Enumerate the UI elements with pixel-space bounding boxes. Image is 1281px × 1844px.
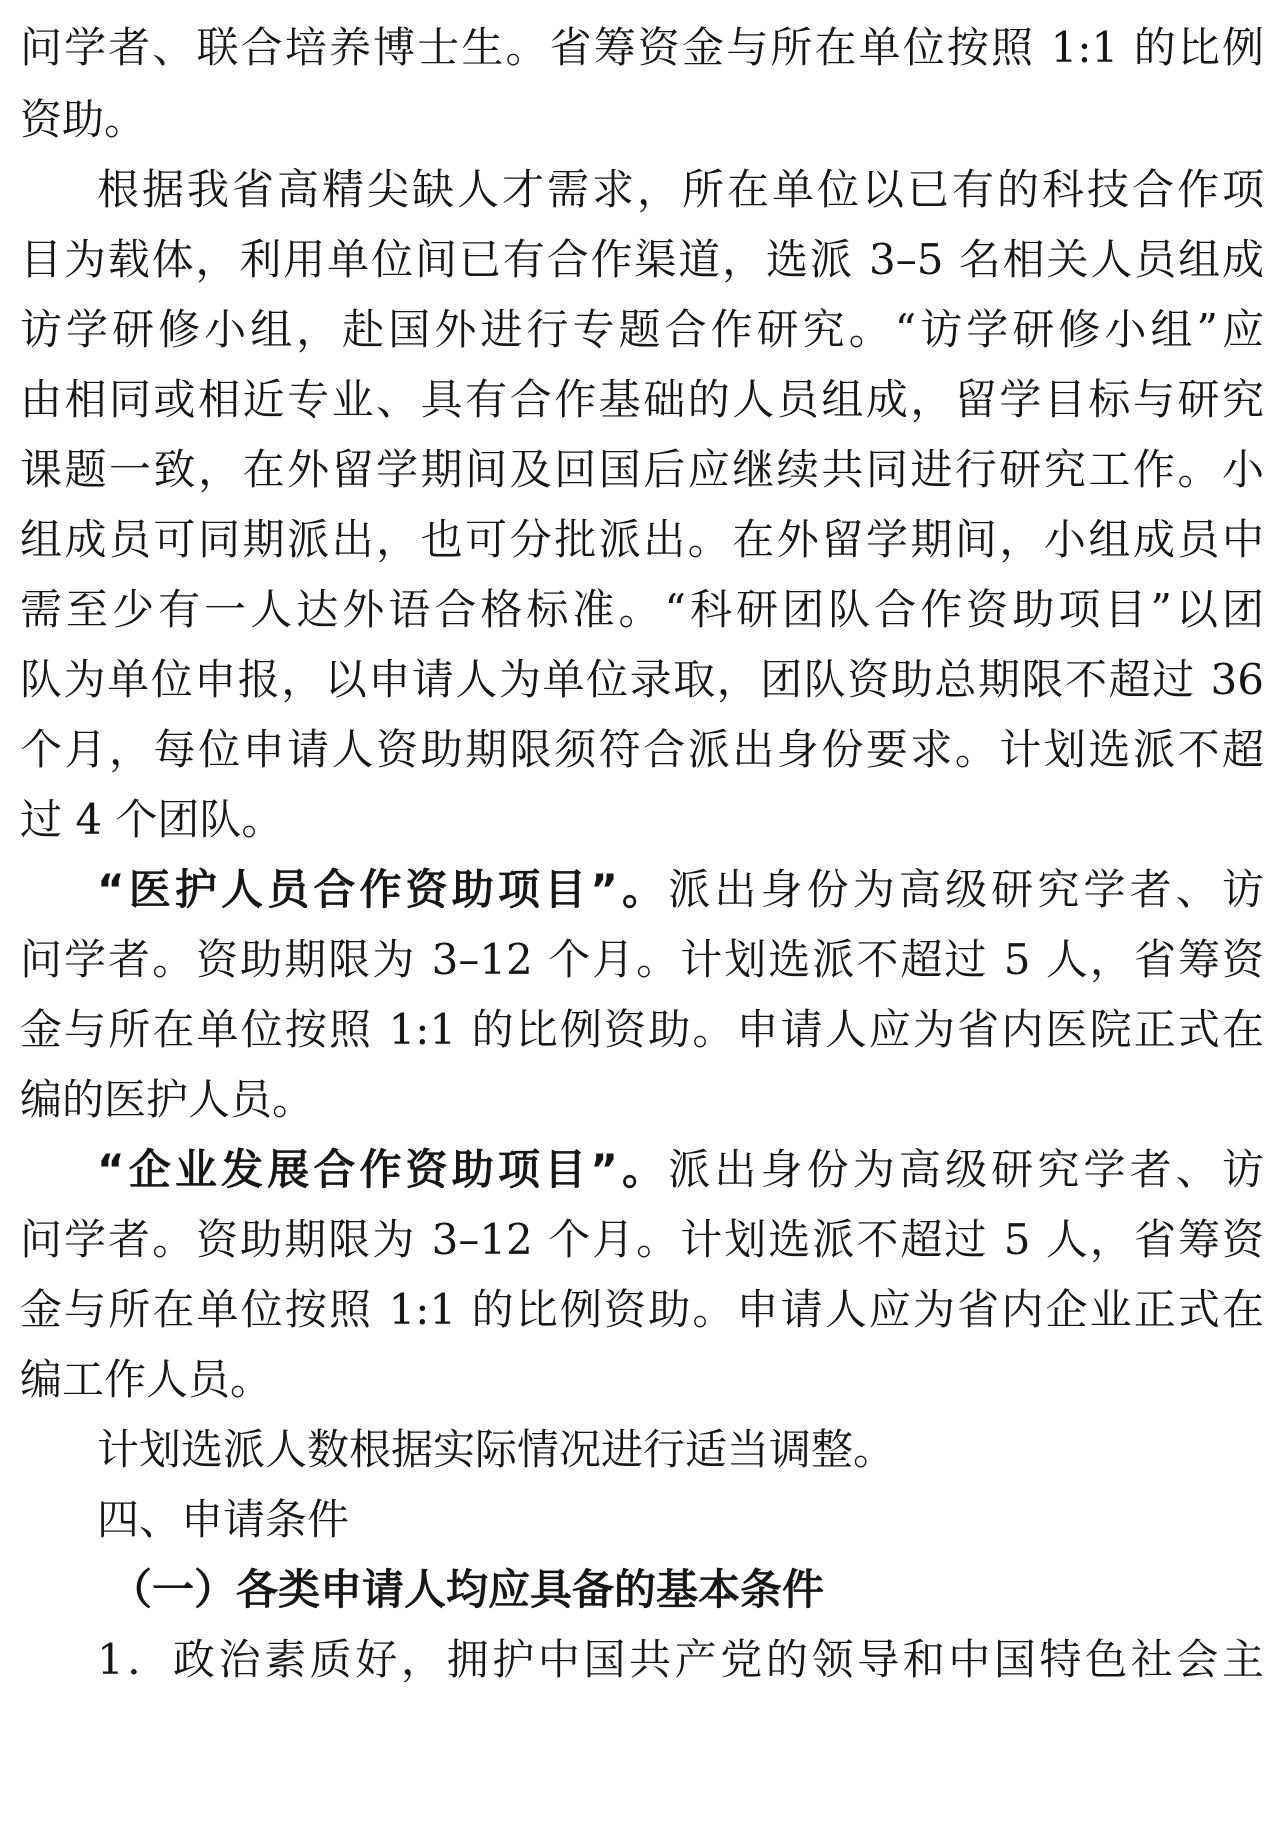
paragraph-line: 问学者、联合培养博士生。省筹资金与所在单位按照 1:1 的比例 xyxy=(20,23,1264,72)
paragraph-line: 金与所在单位按照 1:1 的比例资助。申请人应为省内企业正式在 xyxy=(20,1285,1264,1334)
paragraph-line: 金与所在单位按照 1:1 的比例资助。申请人应为省内医院正式在 xyxy=(20,1005,1264,1054)
project-title: “企业发展合作资助项目”。 xyxy=(97,1145,669,1194)
list-item: 1．政治素质好，拥护中国共产党的领导和中国特色社会主 xyxy=(97,1635,1264,1684)
paragraph-first-line xyxy=(97,850,1264,930)
paragraph-first-line xyxy=(97,1130,1264,1210)
paragraph-line: 计划选派人数根据实际情况进行适当调整。 xyxy=(97,1425,896,1474)
paragraph-line: 编工作人员。 xyxy=(20,1355,273,1404)
paragraph-line: 编的医护人员。 xyxy=(20,1075,315,1124)
paragraph-line: 根据我省高精尖缺人才需求，所在单位以已有的科技合作项 xyxy=(97,165,1264,214)
paragraph-line: 个月，每位申请人资助期限须符合派出身份要求。计划选派不超 xyxy=(20,725,1264,774)
paragraph-line: 组成员可同期派出，也可分批派出。在外留学期间，小组成员中 xyxy=(20,515,1264,564)
paragraph-text: 派出身份为高级研究学者、访 xyxy=(668,1145,1264,1194)
paragraph-text: 派出身份为高级研究学者、访 xyxy=(668,865,1264,914)
section-heading: 四、申请条件 xyxy=(97,1495,350,1544)
paragraph-line: 由相同或相近专业、具有合作基础的人员组成，留学目标与研究 xyxy=(20,375,1264,424)
paragraph-line: 目为载体，利用单位间已有合作渠道，选派 3–5 名相关人员组成 xyxy=(20,235,1264,284)
subsection-heading: （一）各类申请人均应具备的基本条件 xyxy=(110,1565,825,1614)
paragraph-line: 资助。 xyxy=(20,95,147,144)
paragraph-line: 过 4 个团队。 xyxy=(20,795,284,844)
paragraph-line: 访学研修小组，赴国外进行专题合作研究。“访学研修小组”应 xyxy=(20,305,1264,354)
paragraph-line: 课题一致，在外留学期间及回国后应继续共同进行研究工作。小 xyxy=(20,445,1264,494)
paragraph-line: 队为单位申报，以申请人为单位录取，团队资助总期限不超过 36 xyxy=(20,655,1264,704)
project-title: “医护人员合作资助项目”。 xyxy=(97,865,669,914)
paragraph-line: 问学者。资助期限为 3–12 个月。计划选派不超过 5 人，省筹资 xyxy=(20,935,1264,984)
paragraph-line: 问学者。资助期限为 3–12 个月。计划选派不超过 5 人，省筹资 xyxy=(20,1215,1264,1264)
paragraph-line: 需至少有一人达外语合格标准。“科研团队合作资助项目”以团 xyxy=(20,585,1264,634)
